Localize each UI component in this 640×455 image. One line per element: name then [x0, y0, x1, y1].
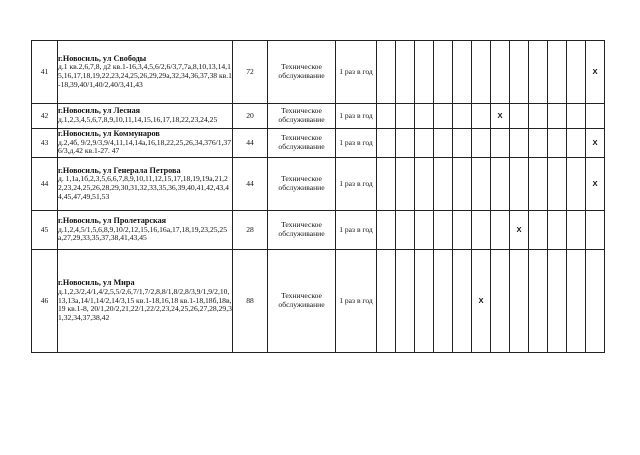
month-cell — [415, 158, 434, 211]
month-cell — [377, 41, 396, 104]
frequency: 1 раз в год — [336, 104, 377, 129]
frequency: 1 раз в год — [336, 158, 377, 211]
address-cell — [58, 158, 233, 211]
row-number: 43 — [32, 129, 58, 158]
work-type: Техническое обслуживание — [268, 41, 336, 104]
row-number: 45 — [32, 211, 58, 250]
month-cell — [548, 104, 567, 129]
table-row — [32, 129, 605, 158]
address-cell — [58, 250, 233, 353]
work-type: Техническое обслуживание — [268, 250, 336, 353]
house-list: д.1 кв.2,6,7,8, д2 кв.1-16,3,4,5,6/2,6/3,7,7а,8,10,13,14,15,16,17,18,19,22,23,24,25,26,29,29а,32,34,36,37,38 кв.1-18,39,40/1,40/2,40/3,41,43 — [58, 62, 232, 89]
month-cell — [396, 211, 415, 250]
street-name: г.Новосиль, ул Коммунаров — [58, 128, 160, 138]
street-name: г.Новосиль, ул Мира — [58, 278, 135, 288]
month-cell — [586, 250, 605, 353]
frequency: 1 раз в год — [336, 211, 377, 250]
month-cell — [586, 211, 605, 250]
work-type: Техническое обслуживание — [268, 129, 336, 158]
month-cell — [396, 104, 415, 129]
month-mark: Х — [510, 211, 529, 250]
month-cell — [491, 158, 510, 211]
row-number: 46 — [32, 250, 58, 353]
house-count: 44 — [233, 129, 268, 158]
street-name: г.Новосиль, ул Генерала Петрова — [58, 165, 181, 175]
address-cell — [58, 211, 233, 250]
month-cell — [434, 41, 453, 104]
house-list: д. 1,1а,1б,2,3,5,6,6,7,8,9,10,11,12,15,17,18,19,19а,21,22,23,24,25,26,28,29,30,31,32,33,35,36,39,40,41,42,43,44,45,47,49,51,53 — [58, 174, 229, 201]
month-mark: Х — [586, 41, 605, 104]
month-cell — [529, 41, 548, 104]
month-cell — [472, 211, 491, 250]
month-cell — [548, 129, 567, 158]
month-cell — [529, 211, 548, 250]
street-name: г.Новосиль, ул Лесная — [58, 106, 141, 116]
month-cell — [567, 104, 586, 129]
month-cell — [415, 41, 434, 104]
month-cell — [415, 250, 434, 353]
month-cell — [453, 250, 472, 353]
month-cell — [434, 158, 453, 211]
month-cell — [491, 129, 510, 158]
month-cell — [377, 211, 396, 250]
month-cell — [453, 41, 472, 104]
month-cell — [491, 211, 510, 250]
house-count: 20 — [233, 104, 268, 129]
frequency: 1 раз в год — [336, 129, 377, 158]
month-cell — [472, 104, 491, 129]
month-cell — [567, 129, 586, 158]
month-cell — [453, 129, 472, 158]
month-cell — [377, 250, 396, 353]
month-cell — [586, 104, 605, 129]
month-cell — [396, 250, 415, 353]
month-cell — [415, 104, 434, 129]
month-cell — [377, 129, 396, 158]
frequency: 1 раз в год — [336, 250, 377, 353]
month-cell — [548, 41, 567, 104]
street-name: г.Новосиль, ул Свободы — [58, 53, 147, 63]
month-cell — [529, 104, 548, 129]
house-count: 72 — [233, 41, 268, 104]
month-cell — [510, 158, 529, 211]
month-cell — [434, 129, 453, 158]
house-count: 88 — [233, 250, 268, 353]
month-cell — [434, 250, 453, 353]
month-cell — [529, 158, 548, 211]
house-list: д.1,2,3,4,5,6,7,8,9,10,11,14,15,16,17,18,22,23,24,25 — [58, 115, 218, 124]
month-cell — [472, 158, 491, 211]
house-list: д.2,4б, 9/2,9/3,9/4,11,14,14а,16,18,22,25,26,34,376/1,376/3,д.42 кв.1-27. 47 — [58, 137, 232, 156]
month-cell — [548, 211, 567, 250]
month-cell — [396, 129, 415, 158]
month-cell — [472, 129, 491, 158]
row-number: 41 — [32, 41, 58, 104]
address-cell — [58, 41, 233, 104]
work-type: Техническое обслуживание — [268, 211, 336, 250]
month-cell — [415, 211, 434, 250]
month-cell — [567, 250, 586, 353]
table-row — [32, 250, 605, 353]
month-cell — [415, 129, 434, 158]
work-type: Техническое обслуживание — [268, 158, 336, 211]
month-cell — [453, 158, 472, 211]
table-row — [32, 211, 605, 250]
month-cell — [434, 104, 453, 129]
frequency: 1 раз в год — [336, 41, 377, 104]
month-cell — [472, 41, 491, 104]
house-list: д.1,2,3/2,4/1,4/2,5,5/2,6,7/1,7/2,8,8/1,8/2,8/3,9/1,9/2,10,13,13а,14/1,14/2,14/3,15 кв.1-18,16,18 кв.1-18,18б,18в, 19 кв.1-8, 20/1,20/2,21,22/1,22/2,23,24,25,26,27,28,29,31,32,34,37,38,42 — [58, 286, 232, 323]
month-mark: Х — [491, 104, 510, 129]
month-mark: Х — [586, 158, 605, 211]
month-cell — [377, 158, 396, 211]
month-cell — [434, 211, 453, 250]
month-cell — [510, 41, 529, 104]
month-cell — [377, 104, 396, 129]
house-count: 44 — [233, 158, 268, 211]
month-cell — [510, 104, 529, 129]
month-cell — [548, 158, 567, 211]
month-mark: Х — [472, 250, 491, 353]
house-count: 28 — [233, 211, 268, 250]
street-name: г.Новосиль, ул Пролетарская — [58, 215, 167, 225]
month-cell — [567, 211, 586, 250]
month-cell — [529, 250, 548, 353]
month-cell — [510, 250, 529, 353]
month-cell — [453, 211, 472, 250]
table-row — [32, 158, 605, 211]
month-cell — [548, 250, 567, 353]
address-cell — [58, 104, 233, 129]
work-type: Техническое обслуживание — [268, 104, 336, 129]
month-cell — [491, 250, 510, 353]
month-cell — [453, 104, 472, 129]
row-number: 42 — [32, 104, 58, 129]
month-cell — [529, 129, 548, 158]
month-cell — [510, 129, 529, 158]
row-number: 44 — [32, 158, 58, 211]
month-cell — [567, 158, 586, 211]
schedule-table — [31, 40, 605, 353]
month-cell — [396, 41, 415, 104]
month-cell — [567, 41, 586, 104]
address-cell — [58, 129, 233, 158]
table-row — [32, 41, 605, 104]
month-cell — [491, 41, 510, 104]
table-row — [32, 104, 605, 129]
month-cell — [396, 158, 415, 211]
month-mark: Х — [586, 129, 605, 158]
house-list: д.1,2,4,5/1,5,6,8,9,10/2,12,15,16,16а,17,18,19,23,25,25а,27,29,33,35,37,38,41,43,45 — [58, 224, 228, 243]
